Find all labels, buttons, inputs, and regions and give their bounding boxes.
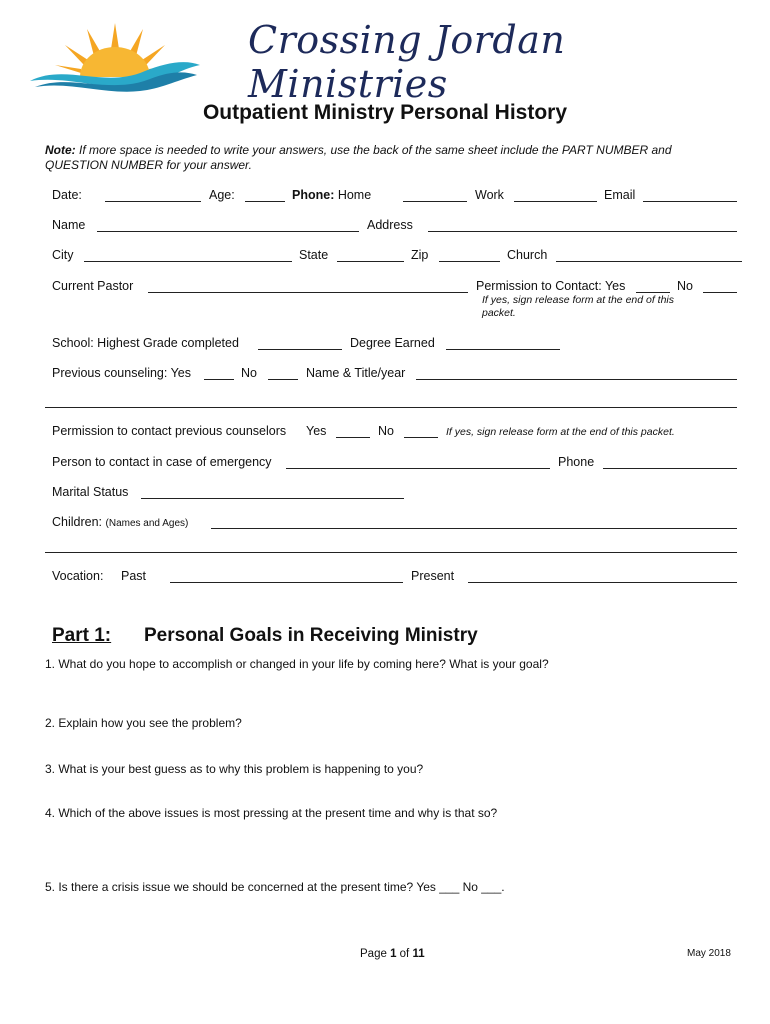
state-label: State bbox=[299, 248, 329, 262]
address-field[interactable] bbox=[428, 231, 737, 232]
permission-yes-field[interactable] bbox=[636, 292, 670, 293]
zip-label: Zip bbox=[411, 248, 429, 262]
permission-no-label: No bbox=[677, 279, 693, 293]
vocation-past-field[interactable] bbox=[170, 582, 403, 583]
vocation-label: Vocation: bbox=[52, 569, 104, 583]
part1-title: Personal Goals in Receiving Ministry bbox=[144, 625, 478, 646]
name-label: Name bbox=[52, 218, 86, 232]
page-total: 11 bbox=[412, 948, 425, 960]
note-text: If more space is needed to write your answers, use the back of the same sheet include the PART NUMBER and QUESTION NUMBER for your answer. bbox=[45, 143, 672, 172]
perm-prev-yes-field[interactable] bbox=[336, 437, 370, 438]
part1-label: Part 1: bbox=[52, 625, 112, 646]
age-label: Age: bbox=[209, 188, 235, 202]
children-text: Children: bbox=[52, 515, 103, 529]
prev-counseling-label: Previous counseling: Yes bbox=[52, 366, 191, 380]
emergency-phone-label: Phone bbox=[558, 455, 595, 469]
sun-wave-logo-icon bbox=[25, 15, 205, 95]
church-field[interactable] bbox=[556, 261, 742, 262]
emergency-field[interactable] bbox=[286, 468, 550, 469]
permission-note: If yes, sign release form at the end of this packet. bbox=[482, 294, 675, 319]
marital-field[interactable] bbox=[141, 498, 404, 499]
prev-counseling-no-label: No bbox=[241, 366, 257, 380]
permission-contact-label: Permission to Contact: Yes bbox=[476, 279, 626, 293]
perm-prev-note: If yes, sign release form at the end of this packet. bbox=[446, 426, 675, 438]
emergency-phone-field[interactable] bbox=[603, 468, 737, 469]
degree-field[interactable] bbox=[446, 349, 560, 350]
address-label: Address bbox=[367, 218, 413, 232]
prev-counseling-no-field[interactable] bbox=[268, 379, 298, 380]
home-label: Home bbox=[334, 188, 372, 202]
children-label bbox=[52, 515, 188, 529]
marital-label: Marital Status bbox=[52, 485, 129, 499]
org-name: Crossing Jordan Ministries bbox=[248, 18, 566, 106]
zip-field[interactable] bbox=[439, 261, 500, 262]
date-field[interactable] bbox=[105, 201, 201, 202]
perm-prev-label: Permission to contact previous counselors bbox=[52, 424, 287, 438]
permission-no-field[interactable] bbox=[703, 292, 737, 293]
state-field[interactable] bbox=[337, 261, 404, 262]
question-5: 5. Is there a crisis issue we should be concerned at the present time? Yes ___ No ___. bbox=[45, 880, 505, 894]
page-of: of bbox=[396, 948, 413, 960]
logo bbox=[25, 15, 205, 95]
current-pastor-label: Current Pastor bbox=[52, 279, 134, 293]
name-title-year-label: Name & Title/year bbox=[306, 366, 406, 380]
degree-label: Degree Earned bbox=[350, 336, 435, 350]
city-field[interactable] bbox=[84, 261, 292, 262]
page-num: 1 bbox=[390, 948, 397, 960]
question-1: 1. What do you hope to accomplish or changed in your life by coming here? What is your goal? bbox=[45, 657, 549, 671]
phone-label: Phone: bbox=[292, 188, 335, 202]
note bbox=[45, 143, 725, 173]
school-label: School: Highest Grade completed bbox=[52, 336, 239, 350]
church-label: Church bbox=[507, 248, 548, 262]
page-title: Outpatient Ministry Personal History bbox=[202, 101, 568, 124]
vocation-past-label: Past bbox=[121, 569, 147, 583]
vocation-present-field[interactable] bbox=[468, 582, 737, 583]
question-3: 3. What is your best guess as to why this problem is happening to you? bbox=[45, 762, 424, 776]
question-2: 2. Explain how you see the problem? bbox=[45, 716, 242, 730]
footer-date: May 2018 bbox=[687, 948, 731, 959]
email-field[interactable] bbox=[643, 201, 737, 202]
current-pastor-field[interactable] bbox=[148, 292, 468, 293]
emergency-label: Person to contact in case of emergency bbox=[52, 455, 272, 469]
vocation-present-label: Present bbox=[411, 569, 455, 583]
page-number bbox=[360, 948, 425, 960]
page-prefix: Page bbox=[360, 948, 391, 960]
work-label: Work bbox=[475, 188, 504, 202]
date-label: Date: bbox=[52, 188, 82, 202]
perm-prev-yes-label: Yes bbox=[306, 424, 327, 438]
name-field[interactable] bbox=[97, 231, 359, 232]
divider bbox=[45, 407, 737, 408]
perm-prev-no-field[interactable] bbox=[404, 437, 438, 438]
perm-prev-no-label: No bbox=[378, 424, 394, 438]
school-field[interactable] bbox=[258, 349, 342, 350]
age-field[interactable] bbox=[245, 201, 285, 202]
divider bbox=[45, 552, 737, 553]
children-hint: (Names and Ages) bbox=[105, 518, 189, 529]
phone-home-label bbox=[292, 188, 371, 202]
name-title-year-field[interactable] bbox=[416, 379, 737, 380]
note-label: Note: bbox=[45, 143, 76, 157]
children-field[interactable] bbox=[211, 528, 737, 529]
work-phone-field[interactable] bbox=[514, 201, 597, 202]
email-label: Email bbox=[604, 188, 636, 202]
home-phone-field[interactable] bbox=[403, 201, 467, 202]
prev-counseling-yes-field[interactable] bbox=[204, 379, 234, 380]
city-label: City bbox=[52, 248, 74, 262]
question-4: 4. Which of the above issues is most pressing at the present time and why is that so? bbox=[45, 806, 498, 820]
